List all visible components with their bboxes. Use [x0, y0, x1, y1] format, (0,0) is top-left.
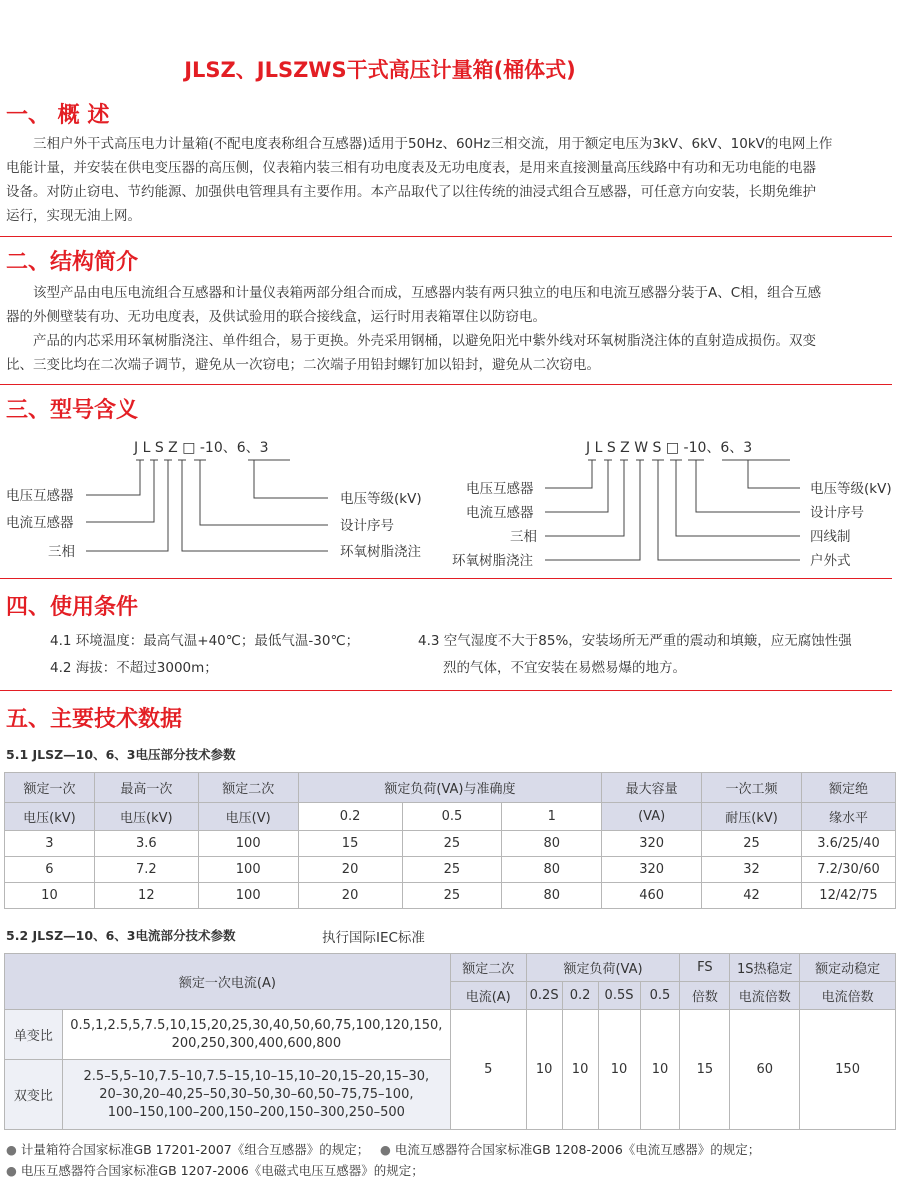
- single-ratio-line-2: 200,250,300,400,600,800: [171, 1035, 342, 1051]
- section-1-heading: 一、 概 述: [6, 103, 110, 128]
- right-right-label-3: 四线制: [810, 529, 851, 545]
- t1-cell: 80: [502, 831, 602, 857]
- t2-h-class-02s: 0.2S: [526, 982, 562, 1010]
- t1-cell: 320: [602, 857, 702, 883]
- s2-line-2: 器的外侧壁装有功、无功电度表，及供试验用的联合接线盒，运行时用表箱罩住以防窃电。: [6, 309, 546, 325]
- left-right-label-3: 环氧树脂浇注: [340, 544, 421, 560]
- t1-cell: 12: [94, 883, 198, 909]
- s2-line-3: 产品的内芯采用环氧树脂浇注、单件组合，易于更换。外壳采用钢桶，以避免阳光中紫外线对环氧树脂浇注体的直射造成损伤。双变: [33, 333, 816, 349]
- t2-h-fs-1: FS: [680, 954, 730, 982]
- s2-line-4: 比、三变比均在二次端子调节，避免从一次窃电；二次端子用铅封螺钉加以铅封，避免从二次窃电。: [6, 357, 600, 373]
- t1-cell: 7.2/30/60: [801, 857, 895, 883]
- section-2-heading: 二、结构简介: [6, 250, 139, 275]
- t1-cell: 10: [5, 883, 95, 909]
- t1-cell: 3.6/25/40: [801, 831, 895, 857]
- current-params-table: [4, 953, 896, 1130]
- t1-h-burden: 额定负荷(VA)与准确度: [298, 773, 602, 803]
- t1-cell: 20: [298, 883, 402, 909]
- t1-cell: 100: [198, 831, 298, 857]
- t1-cell: 100: [198, 857, 298, 883]
- double-ratio-line-1: 2.5–5,5–10,7.5–10,7.5–15,10–15,10–20,15–20,15–30,: [83, 1068, 430, 1084]
- left-label-3: 三相: [48, 544, 75, 560]
- table-1-title: 5.1 JLSZ—10、6、3电压部分技术参数: [6, 747, 236, 762]
- t2-h-dynamic-1: 额定动稳定: [800, 954, 896, 982]
- t1-cell: 42: [702, 883, 802, 909]
- s1-line-1: 三相户外干式高压电力计量箱(不配电度表称组合互感器)适用于50Hz、60Hz三相交流，用于额定电压为3kV、6kV、10kV的电网上作: [33, 136, 833, 152]
- t1-cell: 15: [298, 831, 402, 857]
- t2-h-burden: 额定负荷(VA): [526, 954, 680, 982]
- t1-cell: 32: [702, 857, 802, 883]
- t2-burden-02s: 10: [526, 1010, 562, 1130]
- t1-cell: 25: [402, 883, 502, 909]
- single-ratio-label: 单变比: [5, 1010, 63, 1060]
- double-ratio-values: [62, 1060, 450, 1130]
- iec-standard-note: 执行国际IEC标准: [322, 930, 425, 946]
- t1-h-class-02: 0.2: [298, 803, 402, 831]
- t2-h-dynamic-2: 电流倍数: [800, 982, 896, 1010]
- t1-cell: 3.6: [94, 831, 198, 857]
- table-row: [5, 857, 896, 883]
- t1-h-rated-primary-1: 额定一次: [5, 773, 95, 803]
- divider-1: [0, 236, 892, 237]
- t1-cell: 460: [602, 883, 702, 909]
- t2-burden-05s: 10: [598, 1010, 640, 1130]
- left-label-1: 电压互感器: [6, 488, 74, 504]
- t2-h-class-05s: 0.5S: [598, 982, 640, 1010]
- left-label-2: 电流互感器: [6, 515, 74, 531]
- divider-2: [0, 384, 892, 385]
- double-ratio-line-2: 20–30,20–40,25–50,30–50,30–60,50–75,75–100,: [99, 1086, 414, 1102]
- t2-burden-02: 10: [562, 1010, 598, 1130]
- s1-line-3: 设备。对防止窃电、节约能源、加强供电管理具有主要作用。本产品取代了以往传统的油浸式组合互感器，可任意方向安装，长期免维护: [6, 184, 816, 200]
- t1-cell: 12/42/75: [801, 883, 895, 909]
- table-row: [5, 883, 896, 909]
- voltage-params-table: [4, 772, 896, 909]
- left-right-label-1: 电压等级(kV): [340, 491, 422, 507]
- bullet-icon: ●: [6, 1163, 17, 1178]
- right-model-diagram: [545, 460, 800, 560]
- footnote-3-text: 电压互感器符合国家标准GB 1207-2006《电磁式电压互感器》的规定；: [20, 1163, 424, 1178]
- left-right-label-2: 设计序号: [340, 518, 394, 534]
- s1-line-4: 运行，实现无油上网。: [6, 208, 141, 224]
- s2-line-1: 该型产品由电压电流组合互感器和计量仪表箱两部分组合而成，互感器内装有两只独立的电压和电流互感器分装于A、C相，组合互感: [33, 285, 822, 301]
- right-code: J L S Z W S □ -10、6、3: [586, 440, 753, 456]
- left-model-diagram: [86, 460, 328, 551]
- page-title: JLSZ、JLSZWS干式高压计量箱(桶体式): [184, 58, 576, 82]
- t1-cell: 100: [198, 883, 298, 909]
- footnote-3: [6, 1161, 424, 1179]
- footnote-2: [380, 1140, 760, 1158]
- right-label-1: 电压互感器: [466, 481, 534, 497]
- right-label-3: 三相: [510, 529, 537, 545]
- left-code: J L S Z □ -10、6、3: [134, 440, 269, 456]
- table-row: [5, 831, 896, 857]
- t2-h-rated-primary: 额定一次电流(A): [5, 954, 451, 1010]
- footnote-1: [6, 1140, 369, 1158]
- t1-cell: 80: [502, 857, 602, 883]
- section-5-heading: 五、主要技术数据: [6, 707, 183, 732]
- t1-h-class-05: 0.5: [402, 803, 502, 831]
- section-2-body: [6, 281, 890, 377]
- model-code-diagram: [0, 430, 900, 575]
- double-ratio-label: 双变比: [5, 1060, 63, 1130]
- t2-secondary-current: 5: [450, 1010, 526, 1130]
- t1-h-withstand-2: 耐压(kV): [702, 803, 802, 831]
- t1-h-withstand-1: 一次工频: [702, 773, 802, 803]
- t1-cell: 20: [298, 857, 402, 883]
- s1-line-2: 电能计量，并安装在供电变压器的高压侧，仪表箱内装三相有功电度表及无功电度表，是用来直接测量高压线路中有功和无功电能的电器: [6, 160, 816, 176]
- t1-cell: 80: [502, 883, 602, 909]
- t1-h-max-primary-2: 电压(kV): [94, 803, 198, 831]
- t2-h-class-05: 0.5: [640, 982, 680, 1010]
- t2-burden-05: 10: [640, 1010, 680, 1130]
- footnote-2-text: 电流互感器符合国家标准GB 1208-2006《电流互感器》的规定；: [394, 1142, 761, 1157]
- t1-cell: 320: [602, 831, 702, 857]
- t1-h-capacity-1: 最大容量: [602, 773, 702, 803]
- t1-cell: 7.2: [94, 857, 198, 883]
- divider-4: [0, 690, 892, 691]
- condition-temperature: 4.1 环境温度：最高气温+40℃；最低气温-30℃；: [50, 633, 360, 649]
- t1-h-rated-primary-2: 电压(kV): [5, 803, 95, 831]
- right-label-2: 电流互感器: [466, 505, 534, 521]
- right-right-label-2: 设计序号: [810, 505, 864, 521]
- t2-h-fs-2: 倍数: [680, 982, 730, 1010]
- bullet-icon: ●: [380, 1142, 391, 1157]
- t1-cell: 25: [402, 857, 502, 883]
- bullet-icon: ●: [6, 1142, 17, 1157]
- section-4-heading: 四、使用条件: [6, 595, 139, 620]
- section-1-body: [6, 132, 890, 228]
- table-row: [5, 1010, 896, 1060]
- t2-thermal: 60: [730, 1010, 800, 1130]
- t1-h-capacity-2: (VA): [602, 803, 702, 831]
- single-ratio-values: [62, 1010, 450, 1060]
- condition-humidity-1: 4.3 空气湿度不大于85%，安装场所无严重的震动和填簸，应无腐蚀性强: [418, 633, 852, 649]
- t1-cell: 25: [702, 831, 802, 857]
- section-3-heading: 三、型号含义: [6, 398, 139, 423]
- right-right-label-4: 户外式: [810, 553, 851, 569]
- t2-h-class-02: 0.2: [562, 982, 598, 1010]
- t2-h-thermal-2: 电流倍数: [730, 982, 800, 1010]
- t1-cell: 25: [402, 831, 502, 857]
- table-2-title: 5.2 JLSZ—10、6、3电流部分技术参数: [6, 928, 236, 943]
- t2-fs: 15: [680, 1010, 730, 1130]
- double-ratio-line-3: 100–150,100–200,150–200,150–300,250–500: [107, 1104, 405, 1120]
- t1-cell: 3: [5, 831, 95, 857]
- t1-cell: 6: [5, 857, 95, 883]
- right-label-4: 环氧树脂浇注: [452, 553, 533, 569]
- t1-h-rated-secondary-1: 额定二次: [198, 773, 298, 803]
- right-right-label-1: 电压等级(kV): [810, 481, 892, 497]
- condition-altitude: 4.2 海拔：不超过3000m；: [50, 660, 218, 676]
- t2-h-rated-secondary-1: 额定二次: [450, 954, 526, 982]
- t2-h-thermal-1: 1S热稳定: [730, 954, 800, 982]
- condition-humidity-2: 烈的气体，不宜安装在易燃易爆的地方。: [443, 660, 686, 676]
- t1-h-class-1: 1: [502, 803, 602, 831]
- t1-h-insulation-1: 额定绝: [801, 773, 895, 803]
- single-ratio-line-1: 0.5,1,2.5,5,7.5,10,15,20,25,30,40,50,60,75,100,120,150,: [70, 1017, 443, 1033]
- footnote-1-text: 计量箱符合国家标准GB 17201-2007《组合互感器》的规定；: [20, 1142, 370, 1157]
- divider-3: [0, 578, 892, 579]
- t2-dynamic: 150: [800, 1010, 896, 1130]
- t1-h-max-primary-1: 最高一次: [94, 773, 198, 803]
- t2-h-rated-secondary-2: 电流(A): [450, 982, 526, 1010]
- t1-h-rated-secondary-2: 电压(V): [198, 803, 298, 831]
- t1-h-insulation-2: 缘水平: [801, 803, 895, 831]
